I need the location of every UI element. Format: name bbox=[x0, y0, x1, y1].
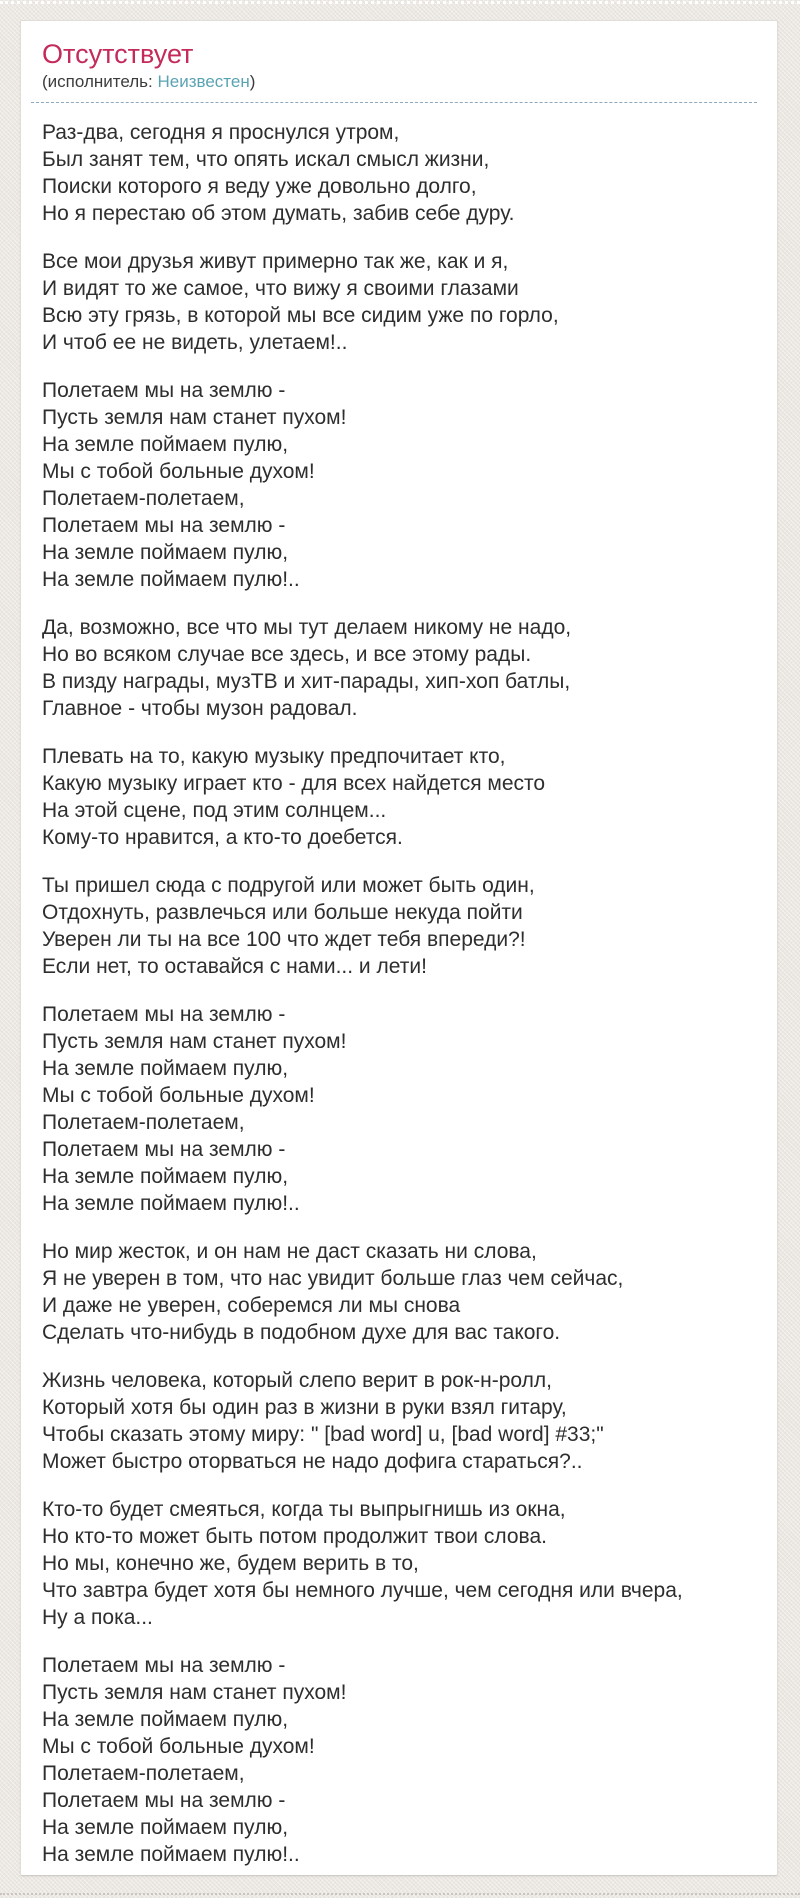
lyrics-card bbox=[20, 20, 778, 1876]
page-top-dotted-border bbox=[0, 1, 800, 4]
lyrics-stanza: Полетаем мы на землю - Пусть земля нам станет пухом! На земле поймаем пулю, Мы с тобой больные духом! Полетаем-полетаем, Полетаем мы на землю - На земле поймаем пулю, На земле поймаем пулю!.. bbox=[42, 1654, 347, 1866]
lyrics-stanza: Кто-то будет смеяться, когда ты выпрыгнишь из окна, Но кто-то может быть потом продолжит твои слова. Но мы, конечно же, будем верить в то, Что завтра будет хотя бы немного лучше, чем сегодня или вчера, Ну а пока... bbox=[42, 1498, 683, 1629]
page-bottom-dotted-border bbox=[0, 1893, 800, 1895]
lyrics-stanza: Раз-два, сегодня я проснулся утром, Был занят тем, что опять искал смысл жизни, Поиски которого я веду уже довольно долго, Но я перестаю об этом думать, забив себе дуру. bbox=[42, 121, 515, 225]
artist-close-paren: ) bbox=[249, 72, 256, 91]
artist-link[interactable]: Неизвестен bbox=[157, 72, 250, 91]
song-title: Отсутствует bbox=[42, 39, 194, 69]
lyrics-stanza: Плевать на то, какую музыку предпочитает кто, Какую музыку играет кто - для всех найдется место На этой сцене, под этим солнцем... Кому-то нравится, а кто-то доебется. bbox=[42, 745, 546, 849]
artist-line bbox=[42, 72, 757, 92]
lyrics-stanza: Полетаем мы на землю - Пусть земля нам станет пухом! На земле поймаем пулю, Мы с тобой больные духом! Полетаем-полетаем, Полетаем мы на землю - На земле поймаем пулю, На земле поймаем пулю!.. bbox=[42, 1003, 347, 1215]
lyrics-stanza: Ты пришел сюда с подругой или может быть один, Отдохнуть, развлечься или больше некуда пойти Уверен ли ты на все 100 что ждет тебя впереди?! Если нет, то оставайся с нами... и лети! bbox=[42, 874, 535, 978]
lyrics-stanza: Жизнь человека, который слепо верит в рок-н-ролл, Который хотя бы один раз в жизни в руки взял гитару, Чтобы сказать этому миру: " [bad word] u, [bad word] #33;" Может быстро оторваться не надо дофига стараться?.. bbox=[42, 1369, 604, 1473]
song-header bbox=[31, 39, 757, 103]
lyrics-text bbox=[42, 119, 757, 1868]
lyrics-stanza: Но мир жесток, и он нам не даст сказать ни слова, Я не уверен в том, что нас увидит больше глаз чем сейчас, И даже не уверен, соберемся ли мы снова Сделать что-нибудь в подобном духе для вас такого. bbox=[42, 1240, 624, 1344]
lyrics-stanza: Полетаем мы на землю - Пусть земля нам станет пухом! На земле поймаем пулю, Мы с тобой больные духом! Полетаем-полетаем, Полетаем мы на землю - На земле поймаем пулю, На земле поймаем пулю!.. bbox=[42, 379, 347, 591]
artist-label: (исполнитель: bbox=[42, 72, 158, 91]
lyrics-stanza: Да, возможно, все что мы тут делаем никому не надо, Но во всяком случае все здесь, и все этому рады. В пизду награды, музТВ и хит-парады, хип-хоп батлы, Главное - чтобы музон радовал. bbox=[42, 616, 572, 720]
lyrics-stanza: Все мои друзья живут примерно так же, как и я, И видят то же самое, что вижу я своими глазами Всю эту грязь, в которой мы все сидим уже по горло, И чтоб ее не видеть, улетаем!.. bbox=[42, 250, 559, 354]
